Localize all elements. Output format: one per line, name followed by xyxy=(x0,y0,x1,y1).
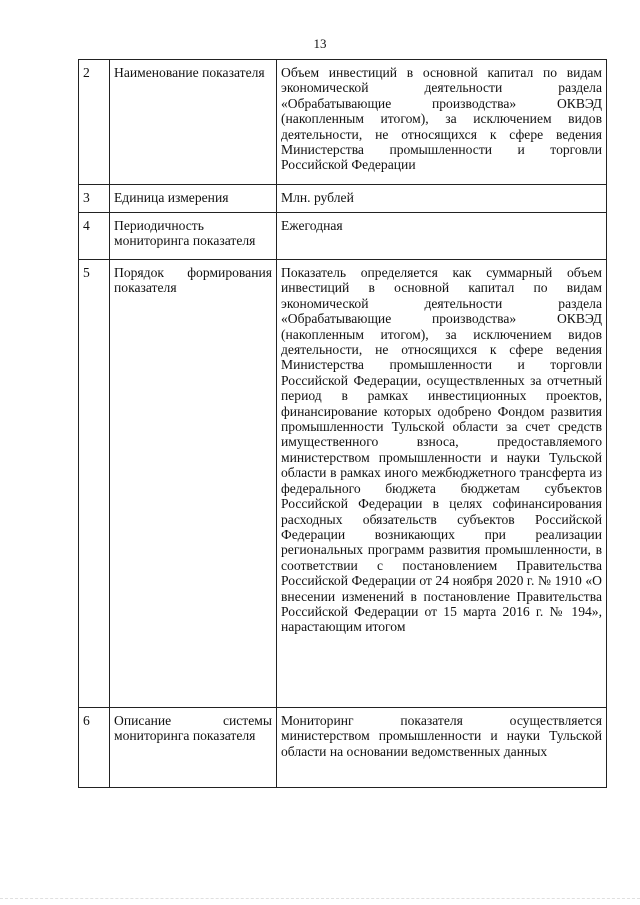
row-name: Единица измерения xyxy=(110,185,277,213)
table-row xyxy=(79,260,607,708)
row-number: 5 xyxy=(79,260,110,708)
table-row xyxy=(79,708,607,788)
row-value: Показатель определяется как суммарный объем инвестиций в основной капитал по видам экономической деятельности раздела «Обрабатывающие производства» ОКВЭД (накопленным итогом), за исключением видов деятельности, не относящихся к сфере ведения Министерства промышленности и торговли Российской Федерации, осуществленных за отчетный период в рамках инвестиционных проектов, финансирование которых одобрено Фондом развития промышленности Тульской области за счет средств имущественного взноса, предоставляемого министерством промышленности и науки Тульской области в рамках иного межбюджетного трансферта из федерального бюджета бюджетам субъектов Российской Федерации в целях софинансирования расходных обязательств субъектов Российской Федерации возникающих при реализации региональных программ развития промышленности, в соответствии с постановлением Правительства Российской Федерации от 24 ноября 2020 г. № 1910 «О внесении изменений в постановление Правительства Российской Федерации от 15 марта 2016 г. № 194», нарастающим итогом xyxy=(277,260,607,708)
row-number: 4 xyxy=(79,213,110,260)
scan-edge-artifact xyxy=(0,895,640,899)
row-value: Мониторинг показателя осуществляется министерством промышленности и науки Тульской области на основании ведомственных данных xyxy=(277,708,607,788)
row-number: 2 xyxy=(79,60,110,185)
row-number: 3 xyxy=(79,185,110,213)
row-name: Наименование показателя xyxy=(110,60,277,185)
table-row xyxy=(79,60,607,185)
row-value: Объем инвестиций в основной капитал по видам экономической деятельности раздела «Обрабатывающие производства» ОКВЭД (накопленным итогом), за исключением видов деятельности, не относящихся к сфере ведения Министерства промышленности и торговли Российской Федерации xyxy=(277,60,607,185)
row-name: Порядок формирования показателя xyxy=(110,260,277,708)
indicator-table xyxy=(78,59,607,788)
row-value: Млн. рублей xyxy=(277,185,607,213)
page-number: 13 xyxy=(313,36,327,51)
row-number: 6 xyxy=(79,708,110,788)
row-name: Периодичность мониторинга показателя xyxy=(110,213,277,260)
table-row xyxy=(79,213,607,260)
row-value: Ежегодная xyxy=(277,213,607,260)
row-name: Описание системы мониторинга показателя xyxy=(110,708,277,788)
table-row xyxy=(79,185,607,213)
